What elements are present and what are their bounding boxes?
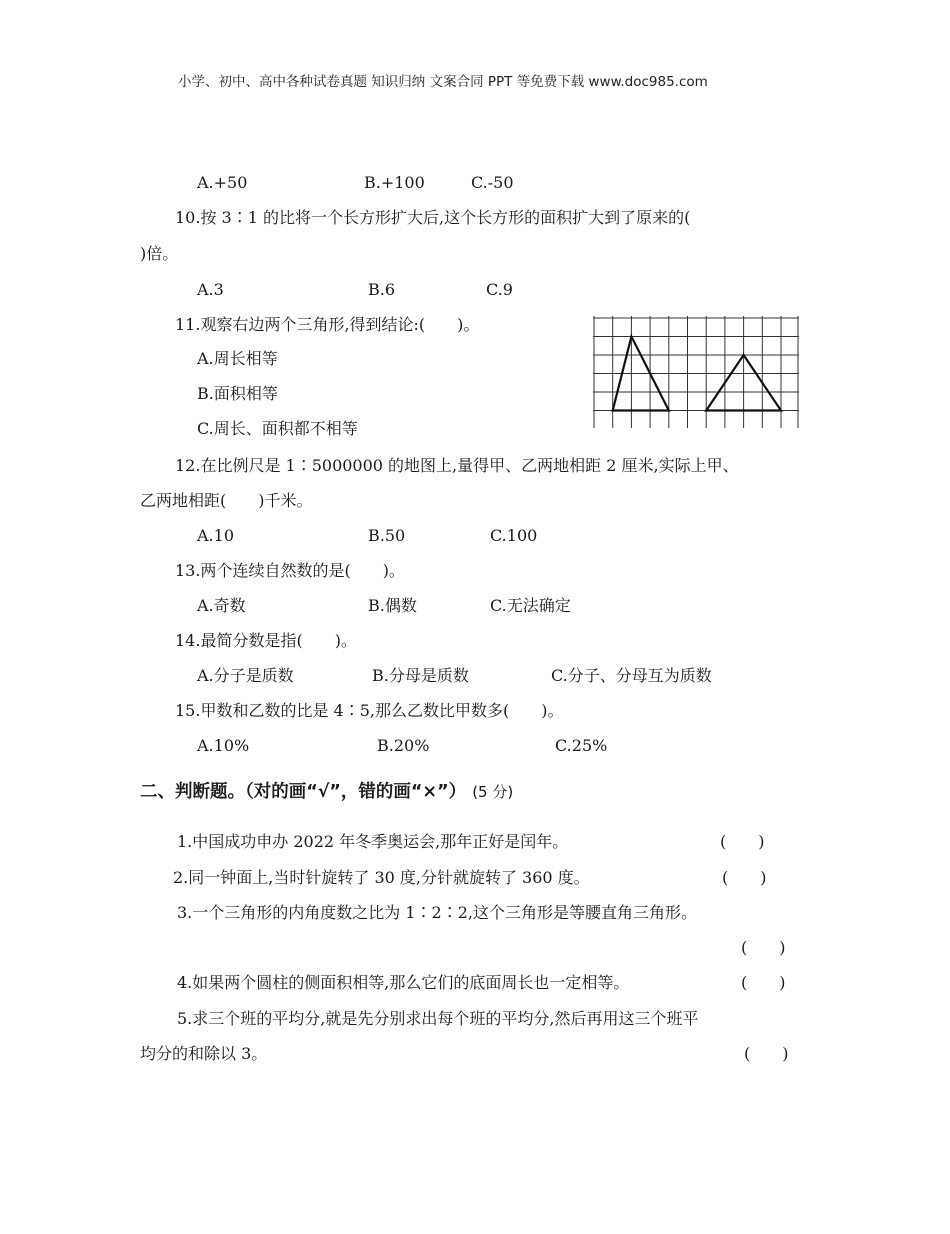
- page-header: 小学、初中、高中各种试卷真题 知识归纳 文案合同 PPT 等免费下载 www.doc985.com: [178, 74, 708, 90]
- judge-item-2: 2.同一钟面上,当时针旋转了 30 度,分针就旋转了 360 度。: [173, 868, 590, 887]
- q11-option-c: C.周长、面积都不相等: [197, 419, 358, 438]
- q15-option-b: B.20%: [377, 736, 430, 755]
- q14-option-b: B.分母是质数: [372, 666, 469, 685]
- q10-stem-line2: )倍。: [140, 244, 179, 263]
- judge-item-3-blank[interactable]: ( ): [741, 938, 786, 957]
- q14-stem: 14.最简分数是指( )。: [175, 631, 357, 650]
- q9-option-a: A.+50: [197, 173, 248, 192]
- judge-item-1: 1.中国成功申办 2022 年冬季奥运会,那年正好是闰年。: [177, 832, 569, 851]
- q12-option-b: B.50: [368, 526, 406, 545]
- section-2-title: [140, 782, 513, 802]
- q15-option-c: C.25%: [555, 736, 608, 755]
- judge-item-2-blank[interactable]: ( ): [722, 868, 767, 887]
- section-2-points: (5 分): [472, 783, 514, 801]
- judge-item-5-line1: 5.求三个班的平均分,就是先分别求出每个班的平均分,然后再用这三个班平: [177, 1009, 699, 1028]
- q11-option-a: A.周长相等: [197, 349, 278, 368]
- q11-option-b: B.面积相等: [197, 384, 278, 403]
- q10-stem-line1: 10.按 3∶1 的比将一个长方形扩大后,这个长方形的面积扩大到了原来的(: [175, 208, 691, 227]
- judge-item-5-line2: 均分的和除以 3。: [140, 1044, 268, 1063]
- q13-option-c: C.无法确定: [490, 596, 571, 615]
- q13-option-b: B.偶数: [368, 596, 417, 615]
- section-2-title-text: 二、判断题。（对的画“√”，错的画“×”）: [140, 782, 467, 802]
- q12-stem-line2: 乙两地相距( )千米。: [140, 491, 313, 510]
- judge-item-1-blank[interactable]: ( ): [720, 832, 765, 851]
- q12-option-c: C.100: [490, 526, 538, 545]
- q11-stem: 11.观察右边两个三角形,得到结论:( )。: [175, 315, 480, 334]
- q9-option-c: C.-50: [471, 173, 514, 192]
- q15-option-a: A.10%: [197, 736, 250, 755]
- q14-option-a: A.分子是质数: [197, 666, 294, 685]
- q14-option-c: C.分子、分母互为质数: [551, 666, 712, 685]
- judge-item-3: 3.一个三角形的内角度数之比为 1∶2∶2,这个三角形是等腰直角三角形。: [177, 903, 697, 922]
- q9-option-b: B.+100: [364, 173, 425, 192]
- q13-option-a: A.奇数: [197, 596, 246, 615]
- q10-option-a: A.3: [197, 280, 224, 299]
- q15-stem: 15.甲数和乙数的比是 4∶5,那么乙数比甲数多( )。: [175, 701, 564, 720]
- q12-option-a: A.10: [197, 526, 234, 545]
- q10-option-b: B.6: [368, 280, 396, 299]
- q12-stem-line1: 12.在比例尺是 1∶5000000 的地图上,量得甲、乙两地相距 2 厘米,实际上甲、: [175, 456, 739, 475]
- judge-item-5-blank[interactable]: ( ): [744, 1044, 789, 1063]
- triangles-grid-figure: [593, 316, 799, 428]
- q10-option-c: C.9: [486, 280, 513, 299]
- q13-stem: 13.两个连续自然数的是( )。: [175, 561, 405, 580]
- judge-item-4-blank[interactable]: ( ): [741, 973, 786, 992]
- judge-item-4: 4.如果两个圆柱的侧面积相等,那么它们的底面周长也一定相等。: [177, 973, 630, 992]
